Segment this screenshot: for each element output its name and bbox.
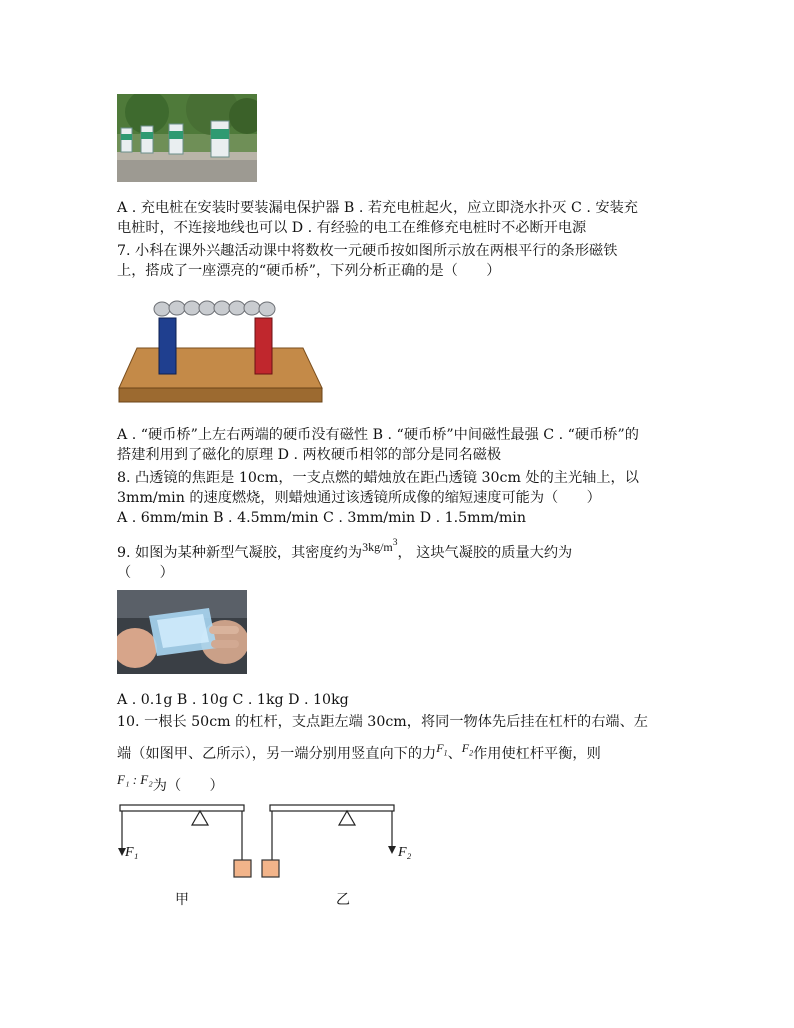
q10-stem: [117, 709, 687, 799]
q8: [117, 468, 687, 528]
density-exponent: 3: [392, 538, 398, 548]
q9-options-line: A . 0.1g B . 10g C . 1kg D . 10kg: [117, 692, 349, 708]
q9-stem-before: 9. 如图为某种新型气凝胶，其密度约为: [117, 545, 363, 561]
q7-options: [117, 425, 687, 465]
caption-jia: 甲: [175, 892, 189, 908]
lever-a-force-label: F₁: [125, 845, 139, 860]
q10-stem-line2a: 端（如图甲、乙所示），另一端分别用竖直向下的力: [117, 746, 437, 762]
f1-letter: F: [436, 741, 444, 755]
f2-letter: F: [461, 741, 470, 755]
q6-options-line1: A . 充电桩在安装时要装漏电保护器 B . 若充电桩起火，应立即浇水扑灭 C . 安装充: [117, 200, 638, 216]
force-f1-symbol: [436, 741, 448, 758]
density-value: [362, 538, 398, 561]
f1-subscript: 1: [443, 748, 448, 758]
q10-stem-line3-text: 为（ ）: [152, 778, 224, 794]
q8-stem-line2: 3mm/min 的速度燃烧，则蜡烛通过该透镜所成像的缩短速度可能为（ ）: [117, 490, 601, 506]
lever-diagrams: [110, 798, 430, 890]
charging-station-photo: [117, 94, 257, 182]
force-ratio: F₁ : F₂: [117, 772, 153, 787]
q7-options-line2: 搭建利用到了磁化的原理 D . 两枚硬币相邻的部分是同名磁极: [117, 447, 502, 463]
q7-stem-line2: 上，搭成了一座漂亮的“硬币桥”，下列分析正确的是（ ）: [117, 263, 501, 279]
q10-stem-line2b: 作用使杠杆平衡，则: [473, 746, 601, 762]
q10-stem-line3: [117, 767, 687, 799]
q10-stem-line1: 10. 一根长 50cm 的杠杆，支点距左端 30cm，将同一物体先后挂在杠杆的右端、左: [117, 714, 648, 730]
q9-stem-after: ， 这块气凝胶的质量大约为: [397, 545, 573, 561]
q7-options-line1: A . “硬币桥”上左右两端的硬币没有磁性 B . “硬币桥”中间磁性最强 C . “硬币桥”的: [117, 427, 639, 443]
density-base: 3kg/m: [362, 540, 393, 554]
q6-options-line2: 电桩时，不连接地线也可以 D . 有经验的电工在维修充电桩时不必断开电源: [117, 220, 587, 236]
f2-subscript: 2: [469, 748, 474, 758]
q7-stem-line1: 7. 小科在课外兴趣活动课中将数枚一元硬币按如图所示放在两根平行的条形磁铁: [117, 243, 618, 259]
q9-stem: [117, 533, 687, 583]
q10-stem-line2: [117, 735, 687, 767]
force-f2-symbol: [461, 741, 474, 758]
coin-bridge-figure: [117, 300, 325, 408]
caption-yi: 乙: [336, 892, 350, 908]
q6-options: [117, 198, 687, 238]
q9-options: [117, 690, 687, 710]
lever-b-force-label: F₂: [398, 845, 412, 860]
q8-options: A . 6mm/min B . 4.5mm/min C . 3mm/min D . 1.5mm/min: [117, 510, 526, 526]
lever-diagram-b: [262, 805, 396, 877]
aerogel-photo: [117, 590, 247, 674]
lever-diagram-a: [118, 805, 251, 877]
q7-stem: [117, 241, 687, 281]
q8-stem-line1: 8. 凸透镜的焦距是 10cm，一支点燃的蜡烛放在距凸透镜 30cm 处的主光轴上，以: [117, 470, 639, 486]
q9-stem-line2: （ ）: [117, 565, 174, 581]
q10-separator: 、: [447, 746, 462, 762]
q9-stem-line1: [117, 533, 687, 563]
